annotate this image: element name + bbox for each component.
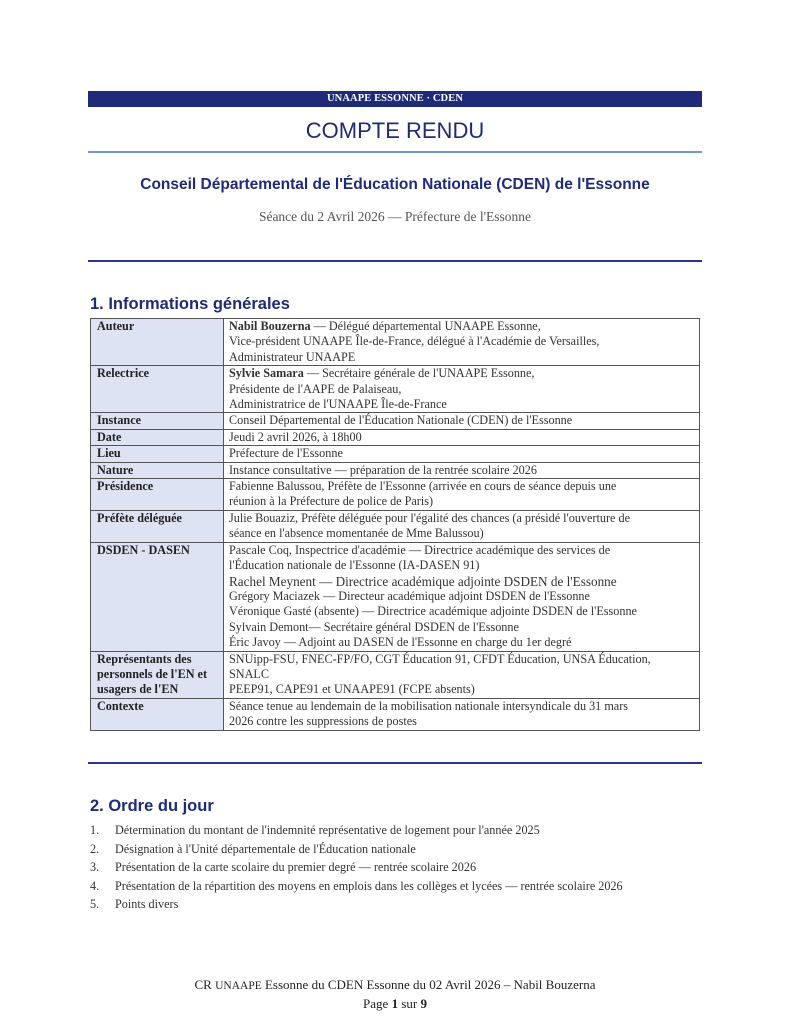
value-line: séance en l'absence momentanée de Mme Balussou) xyxy=(229,526,484,541)
page-sep: sur xyxy=(398,996,421,1011)
value-line: — Délégué départemental UNAAPE Essonne, xyxy=(310,319,541,333)
row-value xyxy=(224,479,700,511)
row-label: Représentants des personnels de l'EN et usagers de l'EN xyxy=(91,651,224,698)
row-value xyxy=(224,446,700,462)
table-row xyxy=(91,462,700,478)
title-divider xyxy=(88,151,702,153)
item-text: Présentation de la répartition des moyens en emplois dans les collèges et lycées — rentrée scolaire 2026 xyxy=(115,878,623,893)
item-number: 3. xyxy=(90,860,100,875)
value-line: SNUipp-FSU, FNEC-FP/FO, CGT Éducation 91, CFDT Éducation, UNSA Éducation, xyxy=(229,651,651,666)
item-number: 1. xyxy=(90,823,100,837)
row-value xyxy=(224,651,700,698)
row-label: DSDEN - DASEN xyxy=(91,542,224,651)
item-text: Points divers xyxy=(115,897,179,912)
value-line: 2026 contre les suppressions de postes xyxy=(229,714,417,729)
value-line: Grégory Maciazek — Directeur académique adjoint DSDEN de l'Essonne xyxy=(229,588,590,603)
table-row xyxy=(91,319,700,366)
row-value xyxy=(224,462,700,478)
footer-prefix: CR xyxy=(194,977,216,992)
row-value xyxy=(224,542,700,651)
value-line: Pascale Coq, Inspectrice d'académie — Directrice académique des services de xyxy=(229,542,611,557)
value-line: PEEP91, CAPE91 et UNAAPE91 (FCPE absents) xyxy=(229,682,475,697)
table-row xyxy=(91,446,700,462)
document-subtitle: Conseil Départemental de l'Éducation Nationale (CDEN) de l'Essonne xyxy=(140,176,650,193)
footer-title xyxy=(88,976,702,995)
value-line: Véronique Gasté (absente) — Directrice académique adjointe DSDEN de l'Essonne xyxy=(229,604,637,619)
table-row xyxy=(91,510,700,542)
value-line: Rachel Meynent — Directrice académique adjointe DSDEN de l'Essonne xyxy=(229,573,617,589)
agenda-list xyxy=(90,821,623,914)
table-row xyxy=(91,651,700,698)
page-footer xyxy=(88,976,702,1012)
value-line: Éric Javoy — Adjoint au DASEN de l'Essonne en charge du 1er degré xyxy=(229,635,572,650)
table-row xyxy=(91,429,700,445)
row-label: Nature xyxy=(91,462,224,478)
page-current: 1 xyxy=(391,996,399,1011)
value-line: SNALC xyxy=(229,666,269,681)
list-item xyxy=(90,877,623,896)
row-label: Préfète déléguée xyxy=(91,510,224,542)
section-divider xyxy=(88,260,702,262)
table-row xyxy=(91,413,700,429)
value-line: Sylvain Demont— Secrétaire général DSDEN de l'Essonne xyxy=(229,619,519,634)
item-number: 2. xyxy=(90,841,100,856)
list-item xyxy=(90,895,623,914)
item-text: Détermination du montant de l'indemnité représentative de logement pour l'année 2025 xyxy=(115,823,540,837)
value-line: Julie Bouaziz, Préfète déléguée pour l'égalité des chances (a présidé l'ouverture de xyxy=(229,510,630,525)
value-line: — Secrétaire générale de l'UNAAPE Essonne, xyxy=(303,366,535,381)
value-line: réunion à la Préfecture de police de Paris) xyxy=(229,494,434,509)
reviewer-name: Sylvie Samara xyxy=(229,366,304,381)
table-row xyxy=(91,479,700,511)
document-title: COMPTE RENDU xyxy=(305,118,485,143)
section-heading-agenda: 2. Ordre du jour xyxy=(90,797,214,815)
value-line: Préfecture de l'Essonne xyxy=(229,446,343,461)
row-label: Auteur xyxy=(91,319,224,366)
value-line: l'Éducation nationale de l'Essonne (IA-DASEN 91) xyxy=(229,558,480,573)
item-text: Présentation de la carte scolaire du premier degré — rentrée scolaire 2026 xyxy=(115,860,477,875)
section-divider xyxy=(88,762,702,764)
row-value xyxy=(224,319,700,366)
value-line: Jeudi 2 avril 2026, à 18h00 xyxy=(229,429,362,444)
list-item xyxy=(90,821,623,840)
list-item xyxy=(90,840,623,859)
row-value xyxy=(224,510,700,542)
value-line: Vice-président UNAAPE Île-de-France, délégué à l'Académie de Versailles, xyxy=(229,334,600,349)
footer-rest: Essonne du CDEN Essonne du 02 Avril 2026 – Nabil Bouzerna xyxy=(261,977,596,992)
value-line: Présidente de l'AAPE de Palaiseau, xyxy=(229,381,402,396)
row-label: Relectrice xyxy=(91,366,224,413)
value-line: Séance tenue au lendemain de la mobilisation nationale intersyndicale du 31 mars xyxy=(229,698,629,713)
row-label: Date xyxy=(91,429,224,445)
page-total: 9 xyxy=(420,996,427,1011)
section-heading-general-info: 1. Informations générales xyxy=(90,295,290,313)
list-item xyxy=(90,858,623,877)
value-line: Administratrice de l'UNAAPE Île-de-France xyxy=(229,397,447,412)
value-line: Conseil Départemental de l'Éducation Nationale (CDEN) de l'Essonne xyxy=(229,413,573,428)
page-label: Page xyxy=(363,996,392,1011)
table-row xyxy=(91,542,700,651)
row-label: Contexte xyxy=(91,698,224,730)
value-line: Fabienne Balussou, Préfète de l'Essonne (arrivée en cours de séance depuis une xyxy=(229,479,617,494)
footer-org: UNAAPE xyxy=(215,980,262,992)
session-info: Séance du 2 Avril 2026 — Préfecture de l'Essonne xyxy=(258,209,532,224)
general-info-table xyxy=(90,318,700,731)
item-number: 4. xyxy=(90,878,100,893)
table-row xyxy=(91,366,700,413)
author-name: Nabil Bouzerna xyxy=(229,319,311,333)
row-value xyxy=(224,429,700,445)
header-banner: UNAAPE ESSONNE · CDEN xyxy=(88,91,702,107)
page-number xyxy=(88,995,702,1012)
value-line: Instance consultative — préparation de la rentrée scolaire 2026 xyxy=(229,462,537,477)
row-value xyxy=(224,366,700,413)
row-value xyxy=(224,698,700,730)
value-line: Administrateur UNAAPE xyxy=(229,349,356,364)
row-label: Instance xyxy=(91,413,224,429)
row-label: Présidence xyxy=(91,479,224,511)
item-text: Désignation à l'Unité départementale de l'Éducation nationale xyxy=(115,841,416,856)
table-row xyxy=(91,698,700,730)
row-value xyxy=(224,413,700,429)
row-label: Lieu xyxy=(91,446,224,462)
item-number: 5. xyxy=(90,897,100,912)
